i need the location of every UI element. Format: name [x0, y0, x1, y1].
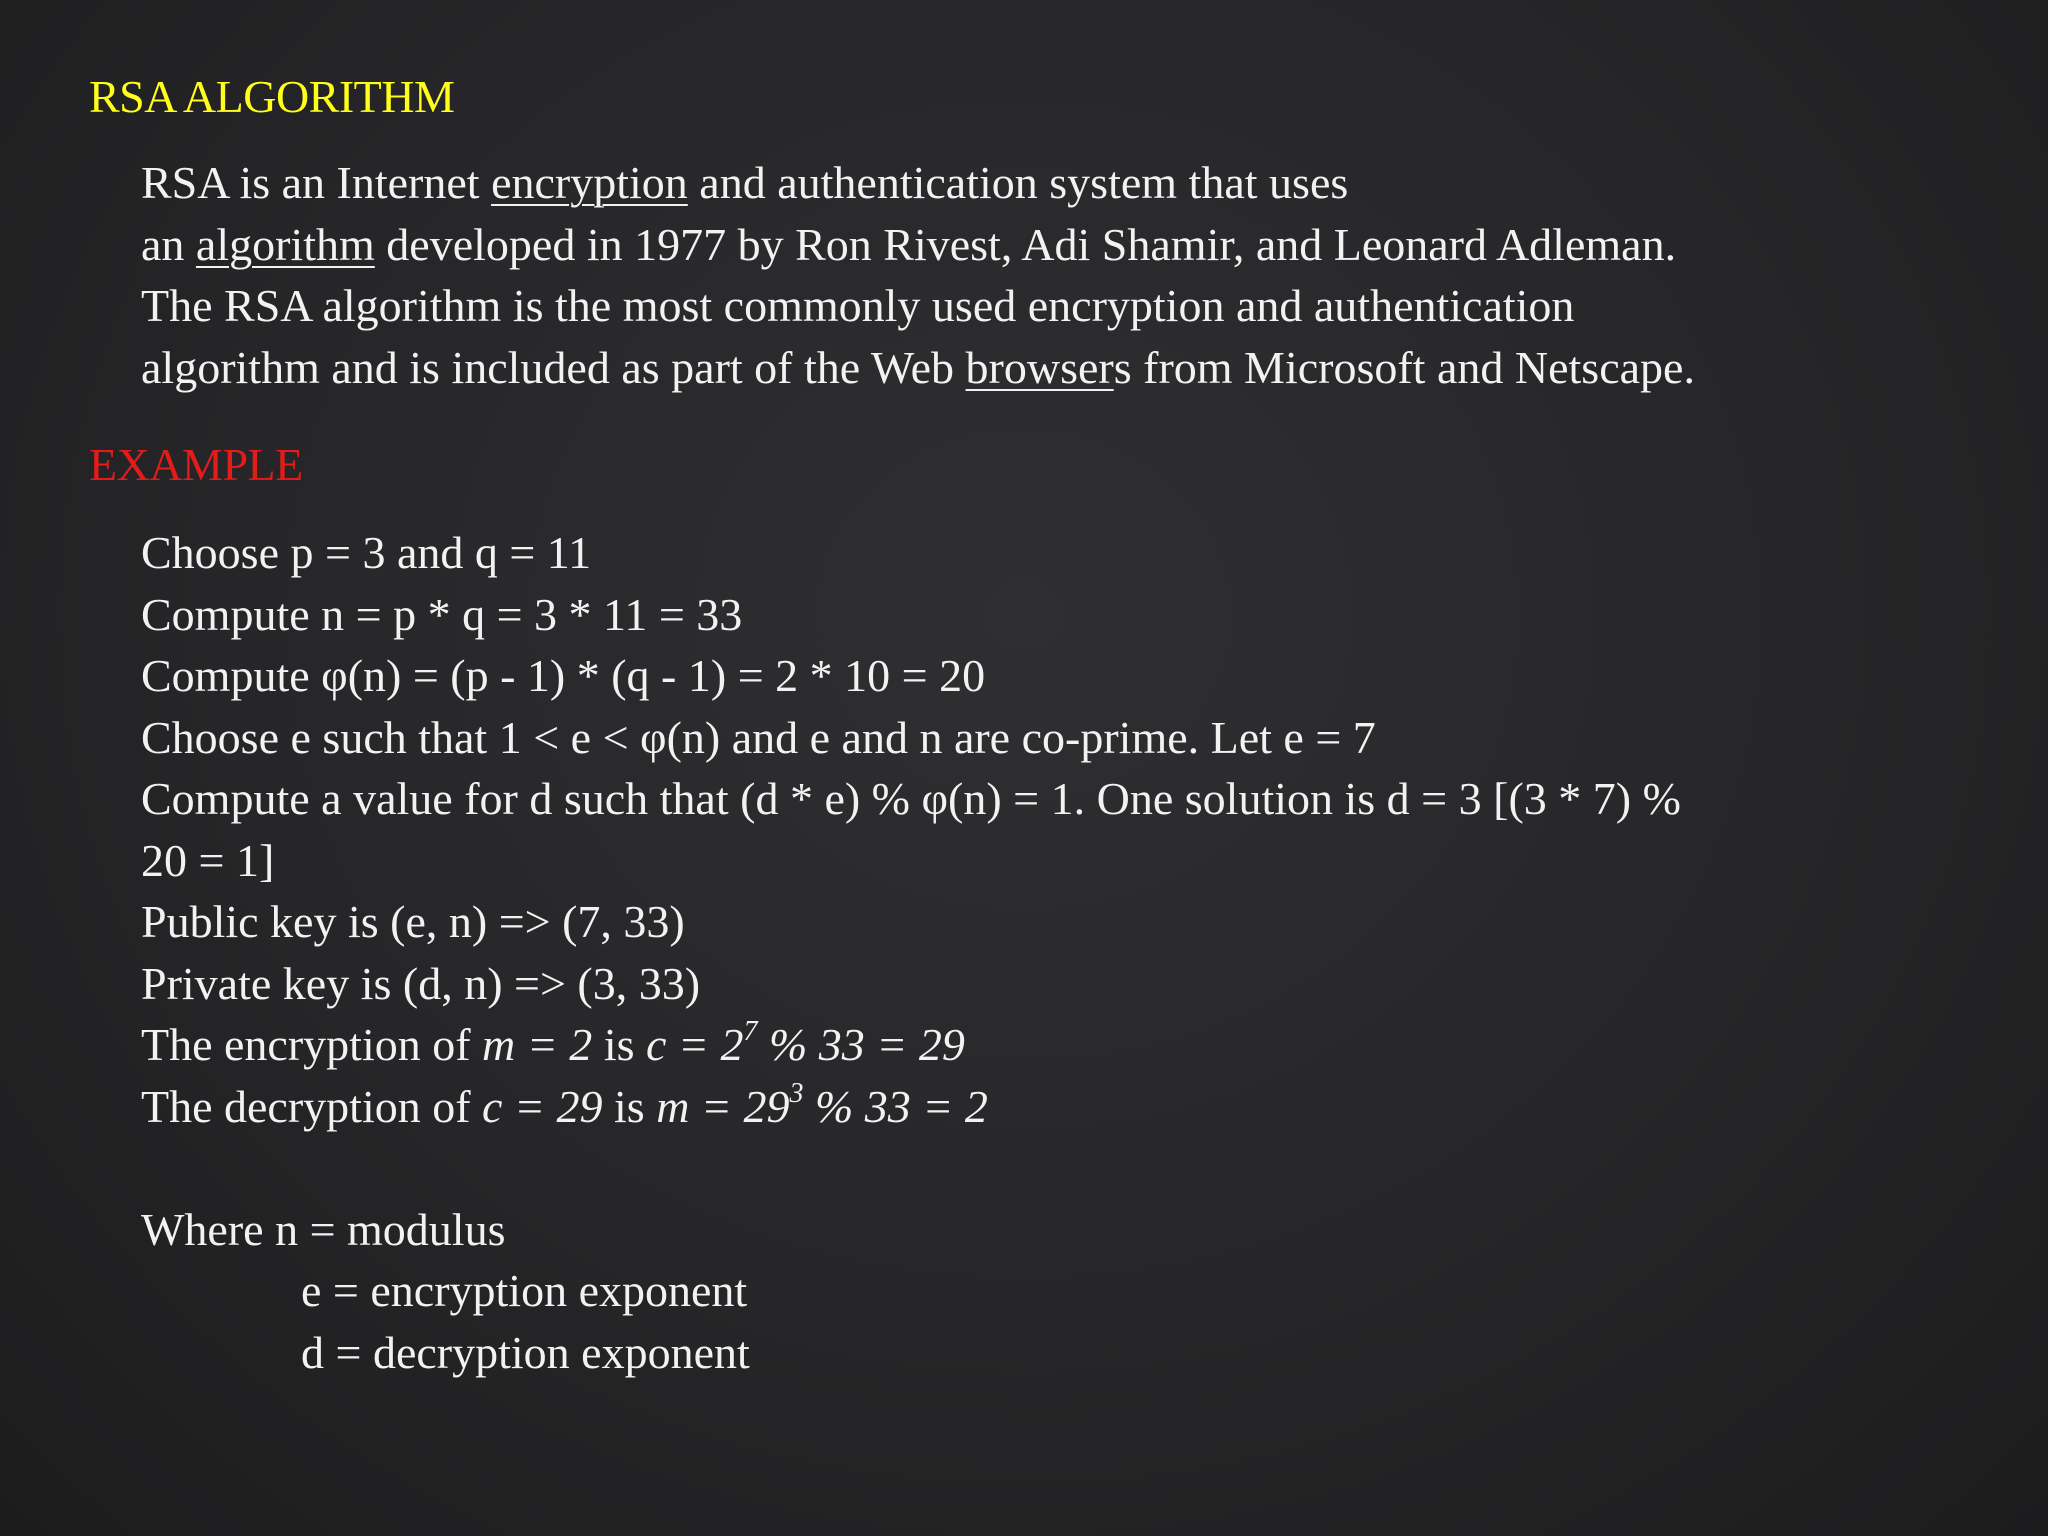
enc-c-base: c = 2	[646, 1019, 744, 1070]
algorithm-link[interactable]: algorithm	[195, 218, 375, 270]
public-key: Public key is (e, n) => (7, 33)	[141, 896, 685, 947]
example-heading: EXAMPLE	[89, 439, 303, 490]
example-steps	[141, 522, 2021, 1383]
intro-text: and authentication system that uses	[687, 157, 1349, 208]
step-compute-d: Compute a value for d such that (d * e) % φ(n) = 1. One solution is d = 3 [(3 * 7) %	[141, 773, 1681, 824]
where-modulus: Where n = modulus	[141, 1203, 506, 1255]
step-choose-pq: Choose p = 3 and q = 11	[141, 527, 592, 578]
intro-paragraph	[141, 152, 2021, 398]
intro-line-3: The RSA algorithm is the most commonly used encryption and authentication	[141, 280, 1575, 331]
dec-text: The decryption of	[141, 1080, 483, 1132]
enc-c-rest: % 33 = 29	[757, 1019, 965, 1070]
enc-c	[646, 1016, 965, 1070]
step-compute-n: Compute n = p * q = 3 * 11 = 33	[141, 588, 743, 640]
intro-text: developed in 1977 by Ron Rivest, Adi Shamir, and Leonard Adleman.	[374, 218, 1677, 270]
encryption-link[interactable]: encryption	[491, 157, 688, 208]
where-decryption-exponent: d = decryption exponent	[301, 1326, 750, 1378]
where-encryption-exponent: e = encryption exponent	[301, 1265, 748, 1316]
intro-text: an	[141, 218, 196, 270]
enc-exponent: 7	[743, 1016, 758, 1047]
enc-text: The encryption of	[141, 1019, 483, 1070]
dec-c: c = 29	[482, 1080, 603, 1132]
private-key: Private key is (d, n) => (3, 33)	[141, 957, 701, 1009]
browser-link[interactable]: browser	[965, 341, 1114, 393]
enc-m: m = 2	[482, 1019, 593, 1070]
dec-m	[656, 1077, 988, 1132]
slide-title: RSA ALGORITHM	[89, 71, 455, 122]
step-compute-phi: Compute φ(n) = (p - 1) * (q - 1) = 2 * 10 = 20	[141, 650, 986, 701]
step-choose-e: Choose e such that 1 < e < φ(n) and e and n are co-prime. Let e = 7	[141, 711, 1376, 763]
spacer	[141, 1137, 2021, 1199]
intro-line-4	[141, 337, 2021, 399]
intro-text: s from Microsoft and Netscape.	[1113, 341, 1695, 393]
intro-line-2	[141, 214, 2021, 276]
dec-m-base: m = 29	[656, 1080, 790, 1132]
decryption-example	[141, 1076, 2021, 1138]
dec-m-rest: % 33 = 2	[803, 1080, 988, 1132]
step-compute-d-cont: 20 = 1]	[141, 834, 275, 886]
encryption-example	[141, 1014, 2021, 1076]
dec-is: is	[602, 1080, 657, 1132]
enc-is: is	[592, 1019, 646, 1070]
dec-exponent: 3	[789, 1077, 804, 1109]
intro-text: RSA is an Internet	[141, 157, 492, 208]
intro-line-1	[141, 152, 2021, 214]
intro-text: algorithm and is included as part of the Web	[141, 341, 966, 393]
